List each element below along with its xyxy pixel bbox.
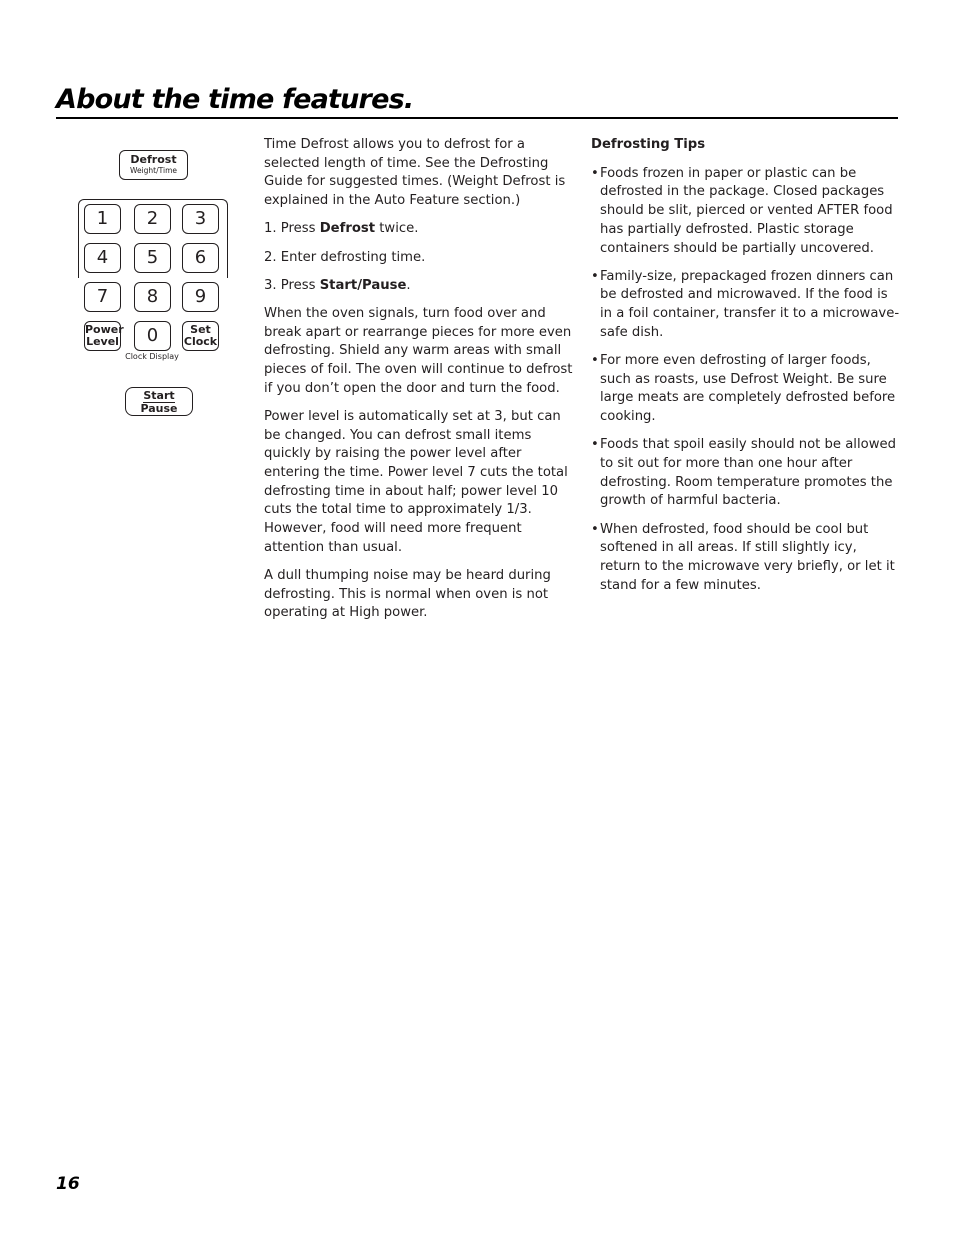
- page-number: 16: [56, 1174, 80, 1194]
- defrosting-tips: [591, 136, 901, 605]
- digit-1-button[interactable]: 1: [84, 204, 121, 234]
- digit-4-button[interactable]: 4: [84, 243, 121, 273]
- digit-0-button[interactable]: 0: [134, 321, 171, 351]
- power-level-line1: Power: [85, 323, 124, 336]
- step-2: 2. Enter defrosting time.: [264, 249, 426, 265]
- set-clock-button[interactable]: [182, 321, 219, 351]
- start-label: Start: [143, 389, 175, 402]
- tip-item: • Foods that spoil easily should not be allowed to sit out for more than one hour after defrosting. Room temperature promotes the growth of harmful bacteria.: [591, 436, 901, 511]
- signal-paragraph: When the oven signals, turn food over and break apart or rearrange pieces for more even defrosting. Shield any warm areas with small pieces of foil. The oven will continue to defrost if you don’t open the door and turn the food.: [264, 305, 573, 396]
- tip-item: • For more even defrosting of larger foods, such as roasts, use Defrost Weight. Be sure large meats are completely defrosted before cooking.: [591, 352, 901, 427]
- intro-paragraph: Time Defrost allows you to defrost for a selected length of time. See the Defrosting Guide for suggested times. (Weight Defrost is explained in the Auto Feature section.): [264, 137, 566, 209]
- set-clock-line2: Clock: [183, 335, 218, 348]
- digit-7-button[interactable]: 7: [84, 282, 121, 312]
- start-pause-button[interactable]: [125, 387, 193, 416]
- pause-label: Pause: [140, 402, 178, 415]
- tip-item: • Foods frozen in paper or plastic can be defrosted in the package. Closed packages should be slit, pierced or vented AFTER food has partially defrosted. Plastic storage containers should be partially uncovered.: [591, 165, 901, 259]
- noise-paragraph: A dull thumping noise may be heard during defrosting. This is normal when oven is not operating at High power.: [264, 568, 551, 621]
- defrost-button-label: Defrost: [130, 153, 177, 166]
- digit-3-button[interactable]: 3: [182, 204, 219, 234]
- power-level-paragraph: Power level is automatically set at 3, but can be changed. You can defrost small items quickly by raising the power level after entering the time. Power level 7 cuts the total defrosting time in about half; power level 10 cuts the total time to approximately 1/3. However, food will need more frequent attention than usual.: [264, 408, 568, 555]
- digit-6-button[interactable]: 6: [182, 243, 219, 273]
- page-title: About the time features.: [56, 84, 414, 115]
- step-1-key: Defrost: [319, 221, 376, 237]
- tip-item: • Family-size, prepackaged frozen dinners can be defrosted and microwaved. If the food is in a foil container, transfer it to a microwave-safe dish.: [591, 268, 901, 343]
- clock-display-label: Clock Display: [125, 352, 179, 361]
- power-level-button[interactable]: [84, 321, 124, 351]
- step-1-suffix: twice.: [375, 221, 419, 237]
- step-3: [264, 277, 576, 296]
- power-level-line2: Level: [86, 335, 119, 348]
- digit-5-button[interactable]: 5: [134, 243, 171, 273]
- defrost-button-sublabel: Weight/Time: [129, 166, 177, 175]
- step-1: [264, 220, 576, 239]
- step-3-key: Start/Pause: [319, 277, 407, 293]
- defrost-button[interactable]: [119, 150, 188, 180]
- digit-2-button[interactable]: 2: [134, 204, 171, 234]
- set-clock-line1: Set: [190, 323, 211, 336]
- tip-item: • When defrosted, food should be cool but softened in all areas. If still slightly icy, return to the microwave very briefly, or let it stand for a few minutes.: [591, 521, 901, 596]
- digit-9-button[interactable]: 9: [182, 282, 219, 312]
- time-defrost-instructions: [264, 136, 576, 633]
- step-3-prefix: 3. Press: [264, 277, 320, 293]
- step-1-prefix: 1. Press: [264, 221, 320, 237]
- digit-8-button[interactable]: 8: [134, 282, 171, 312]
- step-3-suffix: .: [406, 277, 411, 293]
- tips-heading: Defrosting Tips: [591, 137, 706, 152]
- title-rule: [56, 117, 898, 119]
